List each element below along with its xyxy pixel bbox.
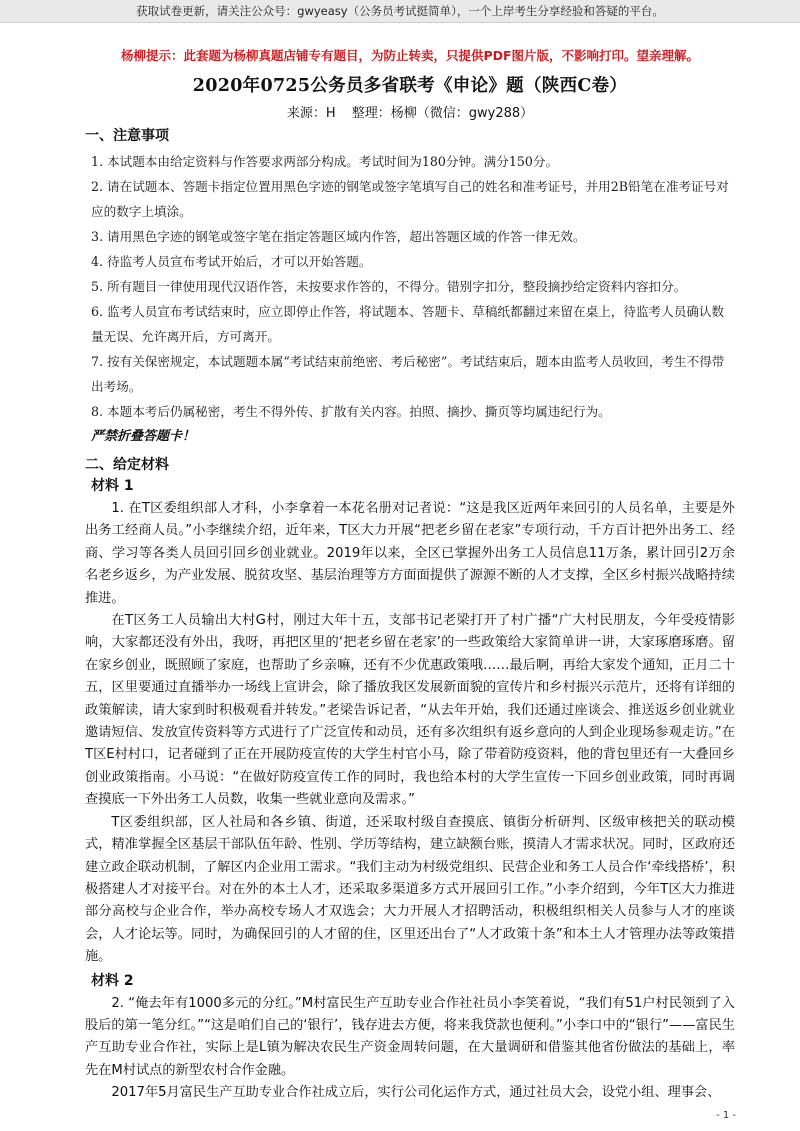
source-text: 来源：H (286, 106, 336, 121)
page-number: - 1 - (716, 1110, 736, 1121)
document-title: 2020年0725公务员多省联考《申论》题（陕西C卷） (192, 76, 628, 96)
header-bar: 获取试卷更新，请关注公众号：gwyeasy（公务员考试挺简单），一个上岸考生分享经验和答疑的平台。 (0, 0, 800, 23)
notes-list (85, 149, 735, 424)
material-paragraph: T区委组织部，区人社局和各乡镇、街道，还采取村级自查摸底、镇街分析研判、区级审核把关的联动模式，精准掌握全区基层干部队伍年龄、性别、学历等结构，建立缺额台账，摸清人才需求状况。同时，区政府还建立政企联动机制，了解区内企业用工需求。“我们主动为村级党组织、民营企业和务工人员合作‘牵线搭桥’，积极搭建人才对接平台。对在外的本土人才，还采取多渠道多方式开展回引工作。”小李介绍到，今年T区大力推进部分高校与企业合作，举办高校专场人才双选会；大力开展人才招聘活动，积极组织相关人员参与人才的座谈会，人才论坛等。同时，为确保回引的人才留的住，区里还出台了“人才政策十条”和本土人才管理办法等政策措施。 (85, 814, 735, 965)
note-item: 7. 按有关保密规定，本试题题本属“考试结束前绝密、考后秘密”。考试结束后，题本由监考人员收回，考生不得带出考场。 (91, 354, 725, 394)
note-item: 5. 所有题目一律使用现代汉语作答，未按要求作答的，不得分。错别字扣分，整段摘抄给定资料内容扣分。 (91, 279, 687, 294)
note-item: 8. 本题本考后仍属秘密，考生不得外传、扩散有关内容。拍照、摘抄、撕页等均属违纪行为。 (91, 404, 611, 419)
document-subtitle (85, 102, 735, 121)
document-page (85, 22, 735, 1107)
material-2-heading: 材料 2 (91, 972, 134, 989)
note-item: 3. 请用黑色字迹的钢笔或签字笔在指定答题区域内作答，超出答题区域的作答一律无效。 (91, 229, 586, 244)
notice-text: 杨柳提示：此套题为杨柳真题店铺专有题目，为防止转卖，只提供PDF图片版，不影响打印。望亲理解。 (120, 48, 700, 63)
section-heading-notes: 一、注意事项 (85, 128, 169, 144)
section-heading-materials: 二、给定材料 (85, 457, 169, 473)
editor-text: 整理：杨柳（微信：gwy288） (351, 106, 534, 121)
note-item: 4. 待监考人员宣布考试开始后，才可以开始答题。 (91, 254, 372, 269)
material-paragraph: 在T区务工人员输出大村G村，刚过大年十五，支部书记老梁打开了村广播“广大村民朋友，今年受疫情影响，大家都还没有外出，我呀，再把区里的‘把老乡留在老家’的一些政策给大家简单讲一讲，大家琢磨琢磨。留在家乡创业，既照顾了家庭，也帮助了乡亲嘛，还有不少优惠政策哦……最后啊，再给大家发个通知，正月二十五，区里要通过直播举办一场线上宣讲会，除了播放我区发展新面貌的宣传片和乡村振兴示范片，还将有详细的政策解读，请大家到时积极观看并转发。”老梁告诉记者，“从去年开始，我们还通过座谈会、推送返乡创业就业邀请短信、发放宣传资料等方式进行了广泛宣传和动员，还有多次组织有返乡意向的人到企业现场参观走访。”在T区E村村口，记者碰到了正在开展防疫宣传的大学生村官小马，除了带着防疫资料，他的背包里还有一大叠回乡创业政策指南。小马说：“在做好防疫宣传工作的同时，我也给本村的大学生宣传一下回乡创业政策，同时再调查摸底一下外出务工人员数，收集一些就业意向及需求。” (85, 613, 735, 808)
material-paragraph: 2017年5月富民生产互助专业合作社成立后，实行公司化运作方式，通过社员大会，设党小组、理事会、 (111, 1085, 721, 1101)
note-item: 2. 请在试题本、答题卡指定位置用黑色字迹的钢笔或签字笔填写自己的姓名和准考证号，并用2B铅笔在准考证号对应的数字上填涂。 (91, 179, 729, 219)
note-item: 6. 监考人员宣布考试结束时，应立即停止作答，将试题本、答题卡、草稿纸都翻过来留在桌上，待监考人员确认数量无误、允许离开后，方可离开。 (91, 304, 725, 344)
material-paragraph: 2. “俺去年有1000多元的分红。”M村富民生产互助专业合作社社员小李笑着说，“我们有51户村民领到了入股后的第一笔分红。”“这是咱们自己的‘银行’，钱存进去方便，将来我贷款也便利。”小李口中的“银行”——富民生产互助专业合作社，实际上是L镇为解决农民生产资金周转问题，在大量调研和借鉴其他省份做法的基础上，率先在M村试点的新型农村合作金融。 (85, 995, 735, 1078)
material-paragraph: 1. 在T区委组织部人才科，小李拿着一本花名册对记者说：“这是我区近两年来回引的人员名单，主要是外出务工经商人员。”小李继续介绍，近年来，T区大力开展“把老乡留在老家”专项行动，千方百计把外出务工、经商、学习等各类人员回引回乡创业就业。2019年以来，全区已掌握外出务工人员信息11万条，累计回引2万余名老乡返乡，为产业发展、脱贫攻坚、基层治理等方方面面提供了源源不断的人才支撑，全区乡村振兴战略持续推进。 (85, 501, 735, 606)
warning-text: 严禁折叠答题卡！ (91, 429, 196, 444)
note-item: 1. 本试题本由给定资料与作答要求两部分构成。考试时间为180分钟。满分150分。 (91, 154, 559, 169)
material-1-heading: 材料 1 (91, 478, 134, 494)
